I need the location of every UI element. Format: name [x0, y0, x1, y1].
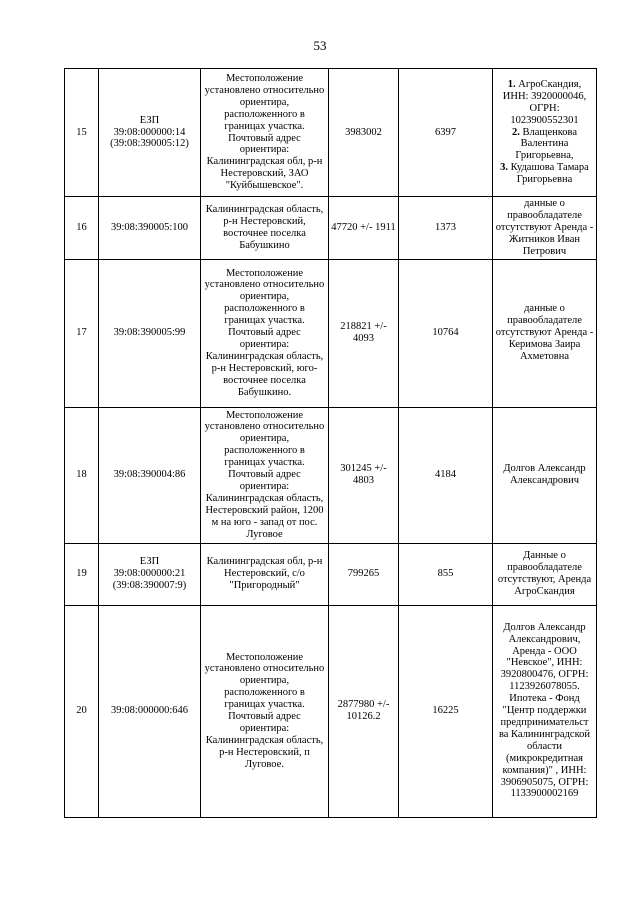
cadastral-number: 39:08:390005:99 — [99, 259, 201, 407]
owner-info: данные о правообладателе отсутствуют Аренда - Керимова Заира Ахметовна — [493, 259, 597, 407]
owner-text: Влащенкова Валентина Григорьевна, — [515, 126, 578, 162]
row-number: 16 — [65, 197, 99, 260]
area-value: 47720 +/- 1911 — [329, 197, 399, 260]
share-value: 1373 — [399, 197, 493, 260]
owner-info: Данные о правообладателе отсутствуют, Аренда АгроСкандия — [493, 543, 597, 605]
owner-entry — [495, 162, 594, 186]
table-row — [65, 197, 597, 260]
owner-info: Долгов Александр Александрович — [493, 407, 597, 543]
cadastral-number: ЕЗП 39:08:000000:21 (39:08:390007:9) — [99, 543, 201, 605]
location-description: Калининградская обл, р-н Нестеровский, с/о "Пригородный" — [201, 543, 329, 605]
area-value: 2877980 +/- 10126.2 — [329, 605, 399, 817]
share-value: 4184 — [399, 407, 493, 543]
cadastral-number: 39:08:390004:86 — [99, 407, 201, 543]
row-number: 19 — [65, 543, 99, 605]
owner-index: 2. — [511, 126, 520, 138]
land-registry-table — [64, 68, 597, 818]
owner-text: АгроСкандия, ИНН: 3920000046, ОГРН: 1023900552301 — [502, 78, 587, 126]
area-value: 301245 +/- 4803 — [329, 407, 399, 543]
share-value: 16225 — [399, 605, 493, 817]
area-value: 218821 +/- 4093 — [329, 259, 399, 407]
table-row — [65, 407, 597, 543]
share-value: 10764 — [399, 259, 493, 407]
table-row — [65, 543, 597, 605]
owner-entry — [495, 127, 594, 163]
row-number: 15 — [65, 69, 99, 197]
row-number: 20 — [65, 605, 99, 817]
cadastral-number: 39:08:000000:646 — [99, 605, 201, 817]
owner-list — [493, 69, 597, 197]
table-row — [65, 259, 597, 407]
owner-index: 3. — [500, 162, 509, 174]
area-value: 3983002 — [329, 69, 399, 197]
location-description: Местоположение установлено относительно ориентира, расположенного в границах участка. Почтовый адрес ориентира: Калининградская обл, р-н Нестеровский, ЗАО "Куйбышевское". — [201, 69, 329, 197]
share-value: 6397 — [399, 69, 493, 197]
cadastral-number: 39:08:390005:100 — [99, 197, 201, 260]
location-description: Местоположение установлено относительно ориентира, расположенного в границах участка. Почтовый адрес ориентира: Калининградская область, р-н Нестеровский, юго-восточнее поселка Бабушкино. — [201, 259, 329, 407]
cadastral-number: ЕЗП 39:08:000000:14 (39:08:390005:12) — [99, 69, 201, 197]
row-number: 17 — [65, 259, 99, 407]
owner-info: Долгов Александр Александрович, Аренда - ООО "Невское", ИНН: 3920800476, ОГРН: 1123926078055. Ипотека - Фонд "Центр поддержки предпринимательст ва Калининградской области (микрокредитная компания)" , ИНН: 3906905075, ОГРН: 1133900002169 — [493, 605, 597, 817]
location-description: Калининградская область, р-н Нестеровский, восточнее поселка Бабушкино — [201, 197, 329, 260]
row-number: 18 — [65, 407, 99, 543]
table-row — [65, 69, 597, 197]
share-value: 855 — [399, 543, 493, 605]
owner-info: данные о правообладателе отсутствуют Аренда - Житников Иван Петрович — [493, 197, 597, 260]
owner-index: 1. — [507, 78, 516, 90]
area-value: 799265 — [329, 543, 399, 605]
location-description: Местоположение установлено относительно ориентира, расположенного в границах участка. Почтовый адрес ориентира: Калининградская область, р-н Нестеровский, п Луговое. — [201, 605, 329, 817]
owner-entry — [495, 79, 594, 127]
page-number: 53 — [313, 38, 327, 53]
owner-text: Кудашова Тамара Григорьевна — [510, 162, 589, 186]
table-row — [65, 605, 597, 817]
location-description: Местоположение установлено относительно ориентира, расположенного в границах участка. Почтовый адрес ориентира: Калининградская область, Нестеровский район, 1200 м на юго - запад от пос. Луговое — [201, 407, 329, 543]
